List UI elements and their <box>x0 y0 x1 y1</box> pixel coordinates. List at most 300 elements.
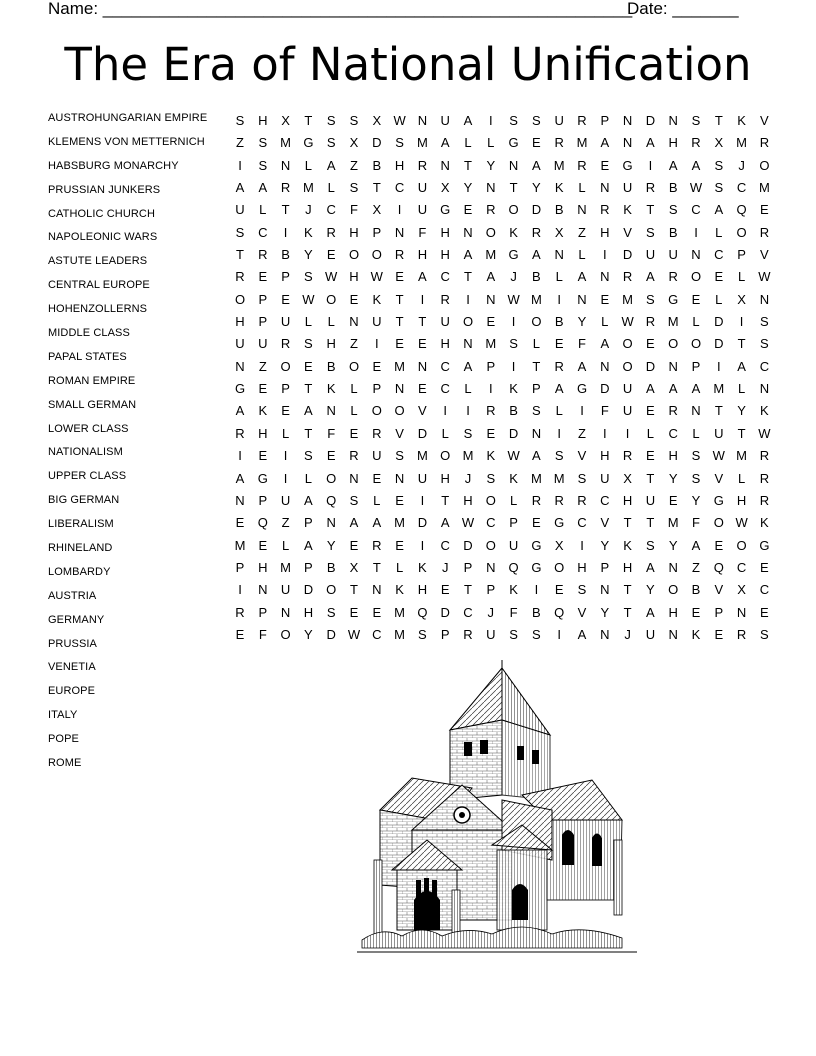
grid-letter: W <box>689 180 703 196</box>
grid-letter: D <box>531 202 542 218</box>
grid-letter: V <box>714 470 724 486</box>
grid-letter: T <box>372 180 381 196</box>
grid-letter: E <box>258 381 268 397</box>
word-list-item: HOHENZOLLERNS <box>48 303 148 316</box>
grid-letter: A <box>532 448 541 464</box>
grid-letter: I <box>443 403 447 419</box>
grid-letter: P <box>691 358 701 374</box>
grid-letter: T <box>304 113 313 128</box>
grid-letter: H <box>235 314 245 330</box>
grid-letter: B <box>554 202 564 218</box>
grid-letter: H <box>326 336 336 352</box>
grid-letter: R <box>759 492 770 508</box>
grid-letter: N <box>417 113 428 128</box>
grid-letter: O <box>326 470 337 486</box>
grid-letter: E <box>372 470 382 486</box>
grid-letter: N <box>600 269 610 285</box>
grid-letter: E <box>532 135 541 151</box>
grid-letter: I <box>625 425 630 441</box>
grid-letter: E <box>600 291 610 307</box>
word-list-item: CENTRAL EUROPE <box>48 279 150 292</box>
grid-letter: T <box>714 113 723 128</box>
grid-letter: I <box>420 492 425 508</box>
grid-letter: Z <box>350 157 358 173</box>
grid-letter: P <box>600 559 610 575</box>
grid-letter: B <box>532 269 541 285</box>
grid-letter: A <box>668 157 678 173</box>
grid-letter: S <box>349 492 359 508</box>
grid-letter: R <box>622 269 633 285</box>
grid-letter: I <box>511 314 516 330</box>
grid-letter: N <box>577 202 587 218</box>
grid-letter: U <box>372 314 382 330</box>
grid-letter: A <box>463 247 473 263</box>
grid-letter: S <box>691 470 701 486</box>
grid-letter: B <box>509 403 518 419</box>
grid-letter: Z <box>281 515 290 531</box>
grid-letter: U <box>280 582 291 598</box>
grid-letter: P <box>486 358 496 374</box>
grid-letter: J <box>464 470 472 486</box>
grid-letter: J <box>738 157 745 173</box>
grid-letter: S <box>326 113 336 128</box>
grid-letter: L <box>715 224 723 240</box>
grid-letter: G <box>440 202 451 218</box>
grid-letter: O <box>668 582 679 598</box>
grid-letter: S <box>395 135 404 151</box>
grid-letter: M <box>302 180 314 196</box>
grid-letter: N <box>326 403 336 419</box>
grid-letter: Y <box>463 180 473 196</box>
grid-letter: I <box>238 582 242 598</box>
grid-letter: C <box>440 381 450 397</box>
grid-letter: D <box>417 515 428 531</box>
grid-letter: K <box>418 559 427 575</box>
grid-letter: W <box>758 269 771 285</box>
grid-letter: Y <box>304 626 313 642</box>
grid-letter: I <box>648 157 653 173</box>
grid-letter: L <box>304 470 312 486</box>
grid-letter: P <box>281 269 290 285</box>
grid-letter: R <box>645 180 656 196</box>
grid-letter: M <box>553 470 565 486</box>
grid-letter: Y <box>304 247 313 263</box>
grid-letter: E <box>372 358 382 374</box>
grid-letter: N <box>622 135 633 151</box>
grid-letter: D <box>714 336 724 352</box>
grid-letter: A <box>668 381 678 397</box>
grid-letter: P <box>600 113 610 128</box>
grid-letter: V <box>395 425 404 441</box>
grid-letter: B <box>532 604 541 620</box>
grid-letter: U <box>280 492 291 508</box>
grid-letter: I <box>374 336 379 352</box>
word-list-item: AUSTROHUNGARIAN EMPIRE <box>48 112 208 124</box>
grid-letter: N <box>668 113 678 128</box>
grid-letter: S <box>646 291 655 307</box>
grid-letter: C <box>258 224 268 240</box>
grid-letter: T <box>236 247 244 263</box>
grid-letter: G <box>508 247 519 263</box>
grid-letter: I <box>580 403 584 419</box>
grid-letter: P <box>737 247 746 263</box>
grid-letter: L <box>555 403 563 419</box>
grid-letter: O <box>622 358 633 374</box>
grid-letter: I <box>283 448 288 464</box>
grid-letter: N <box>235 358 245 374</box>
word-list-item: PAPAL STATES <box>48 350 127 363</box>
grid-letter: P <box>258 291 268 307</box>
grid-letter: J <box>510 269 517 285</box>
word-list-item: ITALY <box>48 709 78 722</box>
grid-letter: O <box>371 247 382 263</box>
grid-letter: I <box>238 448 242 464</box>
grid-letter: S <box>760 626 769 642</box>
grid-letter: E <box>235 515 245 531</box>
grid-letter: F <box>600 403 609 419</box>
grid-letter: F <box>350 202 358 218</box>
grid-letter: R <box>577 113 587 128</box>
grid-letter: M <box>736 448 748 464</box>
grid-letter: N <box>508 157 519 173</box>
grid-letter: Y <box>326 537 336 553</box>
grid-letter: H <box>622 559 633 575</box>
grid-letter: P <box>532 381 541 397</box>
grid-letter: O <box>280 626 291 642</box>
grid-letter: X <box>440 180 450 196</box>
grid-letter: O <box>622 336 633 352</box>
grid-letter: A <box>646 381 655 397</box>
grid-letter: H <box>417 582 428 598</box>
grid-letter: R <box>622 448 633 464</box>
grid-letter: Q <box>326 492 337 508</box>
grid-letter: K <box>326 381 336 397</box>
grid-letter: S <box>258 135 268 151</box>
grid-letter: A <box>372 515 382 531</box>
grid-letter: B <box>281 247 290 263</box>
grid-letter: H <box>258 559 268 575</box>
grid-letter: V <box>600 515 610 531</box>
grid-letter: A <box>646 269 655 285</box>
grid-letter: V <box>760 113 769 128</box>
grid-letter: V <box>418 403 427 419</box>
grid-letter: A <box>554 381 564 397</box>
grid-letter: B <box>326 358 336 374</box>
grid-letter: C <box>463 604 473 620</box>
grid-letter: A <box>440 515 450 531</box>
grid-letter: R <box>463 626 473 642</box>
grid-letter: E <box>668 492 678 508</box>
grid-letter: Y <box>600 537 610 553</box>
grid-letter: I <box>557 626 561 642</box>
grid-letter: W <box>712 448 725 464</box>
grid-letter: S <box>646 537 655 553</box>
grid-letter: O <box>462 314 474 330</box>
grid-letter: H <box>440 247 450 263</box>
grid-letter: M <box>530 470 542 486</box>
grid-letter: L <box>555 269 563 285</box>
grid-letter: R <box>280 336 291 352</box>
grid-letter: H <box>303 604 314 620</box>
grid-letter: I <box>397 202 402 218</box>
word-list-item: ROME <box>48 757 82 770</box>
grid-letter: T <box>395 291 404 307</box>
grid-letter: A <box>235 403 245 419</box>
grid-letter: H <box>417 247 428 263</box>
grid-letter: E <box>304 358 313 374</box>
name-date-line <box>48 0 768 22</box>
grid-letter: G <box>303 135 314 151</box>
grid-letter: N <box>463 336 473 352</box>
grid-letter: Y <box>646 582 655 598</box>
grid-letter: F <box>578 336 586 352</box>
grid-letter: I <box>716 358 721 374</box>
word-list-item: PRUSSIAN JUNKERS <box>48 183 161 196</box>
word-list-item: GERMANY <box>48 613 105 626</box>
grid-letter: M <box>736 135 748 151</box>
grid-letter: L <box>509 492 518 508</box>
grid-letter: J <box>624 626 631 642</box>
grid-letter: R <box>280 180 291 196</box>
grid-letter: O <box>736 224 747 240</box>
grid-letter: P <box>258 492 268 508</box>
grid-letter: L <box>715 291 723 307</box>
grid-letter: S <box>577 470 587 486</box>
grid-letter: O <box>690 336 702 352</box>
grid-letter: S <box>304 336 313 352</box>
grid-letter: N <box>463 224 473 240</box>
grid-letter: S <box>532 403 541 419</box>
grid-letter: G <box>713 492 724 508</box>
grid-letter: N <box>486 291 496 307</box>
grid-letter: D <box>645 113 656 128</box>
grid-letter: N <box>349 470 359 486</box>
grid-letter: X <box>281 113 290 128</box>
grid-letter: N <box>600 180 610 196</box>
grid-letter: U <box>235 202 245 218</box>
grid-letter: L <box>281 425 290 441</box>
grid-letter: U <box>554 113 564 128</box>
grid-letter: S <box>486 470 496 486</box>
grid-letter: Z <box>258 358 267 374</box>
grid-letter: A <box>235 180 245 196</box>
grid-letter: T <box>350 582 358 598</box>
grid-letter: P <box>258 314 268 330</box>
grid-letter: X <box>737 291 746 307</box>
grid-letter: E <box>600 157 610 173</box>
grid-letter: S <box>326 604 336 620</box>
grid-letter: F <box>258 626 267 642</box>
grid-letter: R <box>417 157 428 173</box>
church-illustration-icon <box>352 660 642 960</box>
grid-letter: F <box>327 425 336 441</box>
grid-letter: K <box>691 626 701 642</box>
grid-letter: T <box>714 403 723 419</box>
grid-letter: Y <box>577 314 587 330</box>
grid-letter: K <box>372 291 382 307</box>
grid-letter: T <box>646 202 655 218</box>
grid-letter: M <box>416 448 428 464</box>
word-list-item: NAPOLEONIC WARS <box>48 231 158 244</box>
grid-letter: R <box>531 492 542 508</box>
grid-letter: E <box>281 291 290 307</box>
grid-letter: N <box>394 470 405 486</box>
grid-letter: U <box>372 448 382 464</box>
grid-letter: E <box>714 537 724 553</box>
grid-letter: A <box>691 157 701 173</box>
grid-letter: L <box>601 314 609 330</box>
grid-letter: U <box>645 247 656 263</box>
grid-letter: S <box>349 113 359 128</box>
grid-letter: N <box>600 358 610 374</box>
grid-letter: S <box>646 224 655 240</box>
grid-letter: U <box>622 381 633 397</box>
word-list-item: RHINELAND <box>48 542 113 555</box>
grid-letter: W <box>302 291 315 307</box>
grid-letter: D <box>508 425 519 441</box>
grid-letter: D <box>372 135 382 151</box>
grid-letter: I <box>511 358 516 374</box>
grid-letter: W <box>621 314 634 330</box>
grid-letter: H <box>349 269 359 285</box>
grid-letter: O <box>485 224 496 240</box>
grid-letter: E <box>646 448 655 464</box>
grid-letter: M <box>280 559 292 575</box>
grid-letter: E <box>532 515 541 531</box>
grid-letter: A <box>463 113 473 128</box>
grid-letter: P <box>304 515 313 531</box>
grid-letter: T <box>464 582 472 598</box>
grid-letter: J <box>441 559 449 575</box>
grid-letter: R <box>759 135 770 151</box>
grid-letter: U <box>440 113 450 128</box>
grid-letter: H <box>440 224 450 240</box>
word-list-item: VENETIA <box>48 661 96 674</box>
grid-letter: W <box>370 269 383 285</box>
grid-letter: O <box>234 291 246 307</box>
grid-letter: D <box>714 314 724 330</box>
grid-letter: N <box>440 157 450 173</box>
grid-letter: K <box>760 515 769 531</box>
grid-letter: R <box>759 470 770 486</box>
grid-letter: E <box>646 336 655 352</box>
grid-letter: S <box>395 448 404 464</box>
grid-letter: I <box>488 381 493 397</box>
grid-letter: A <box>577 626 587 642</box>
word-list-item: POPE <box>48 733 79 746</box>
grid-letter: S <box>760 314 769 330</box>
grid-letter: F <box>692 515 700 531</box>
grid-letter: I <box>602 425 607 441</box>
grid-letter: M <box>667 515 679 531</box>
grid-letter: R <box>645 314 656 330</box>
grid-letter: A <box>326 157 336 173</box>
grid-letter: L <box>464 135 472 151</box>
grid-letter: N <box>486 559 496 575</box>
grid-letter: A <box>235 470 245 486</box>
grid-letter: G <box>234 381 246 397</box>
grid-letter: X <box>349 559 359 575</box>
grid-letter: K <box>258 403 268 419</box>
grid-letter: S <box>714 157 724 173</box>
grid-letter: I <box>534 582 539 598</box>
grid-letter: B <box>372 157 382 173</box>
word-list-item: NATIONALISM <box>48 446 123 459</box>
grid-letter: W <box>507 448 520 464</box>
grid-letter: C <box>714 247 724 263</box>
grid-letter: L <box>441 425 449 441</box>
grid-letter: N <box>668 559 678 575</box>
grid-letter: A <box>486 269 496 285</box>
grid-letter: V <box>760 247 769 263</box>
grid-letter: N <box>668 358 678 374</box>
grid-letter: Z <box>578 224 586 240</box>
grid-letter: M <box>758 180 770 196</box>
grid-letter: E <box>760 202 769 218</box>
grid-letter: Q <box>554 604 565 620</box>
grid-letter: S <box>760 336 769 352</box>
grid-letter: X <box>554 224 564 240</box>
grid-letter: I <box>466 403 470 419</box>
grid-letter: H <box>577 559 587 575</box>
grid-letter: G <box>531 559 542 575</box>
grid-letter: D <box>303 582 314 598</box>
grid-letter: K <box>486 448 496 464</box>
grid-letter: D <box>600 381 610 397</box>
grid-letter: E <box>349 604 359 620</box>
grid-letter: O <box>713 515 724 531</box>
grid-letter: O <box>690 269 702 285</box>
grid-letter: I <box>580 537 584 553</box>
grid-letter: O <box>371 403 382 419</box>
grid-letter: S <box>532 113 541 128</box>
grid-letter: N <box>372 582 382 598</box>
grid-letter: Q <box>508 559 519 575</box>
grid-letter: I <box>283 224 288 240</box>
grid-letter: N <box>600 582 610 598</box>
grid-letter: O <box>668 336 679 352</box>
grid-letter: S <box>691 113 701 128</box>
word-list <box>48 109 207 778</box>
grid-letter: W <box>735 515 748 531</box>
grid-letter: B <box>326 559 336 575</box>
grid-letter: I <box>602 247 607 263</box>
grid-letter: T <box>372 559 381 575</box>
grid-letter: L <box>373 492 381 508</box>
grid-letter: L <box>464 381 472 397</box>
grid-letter: S <box>326 135 336 151</box>
grid-letter: O <box>326 582 337 598</box>
grid-letter: S <box>304 448 313 464</box>
grid-letter: U <box>258 336 268 352</box>
grid-letter: B <box>691 582 701 598</box>
grid-letter: Y <box>532 180 541 196</box>
grid-letter: H <box>440 336 450 352</box>
grid-letter: U <box>440 314 450 330</box>
grid-letter: O <box>736 537 747 553</box>
grid-letter: M <box>394 604 406 620</box>
grid-letter: K <box>395 582 404 598</box>
grid-letter: U <box>417 470 428 486</box>
grid-letter: P <box>372 381 382 397</box>
grid-letter: M <box>530 291 542 307</box>
grid-letter: M <box>416 135 428 151</box>
grid-letter: O <box>531 314 542 330</box>
grid-letter: V <box>714 582 724 598</box>
grid-letter: G <box>554 515 565 531</box>
grid-letter: G <box>759 537 770 553</box>
grid-letter: S <box>463 425 473 441</box>
